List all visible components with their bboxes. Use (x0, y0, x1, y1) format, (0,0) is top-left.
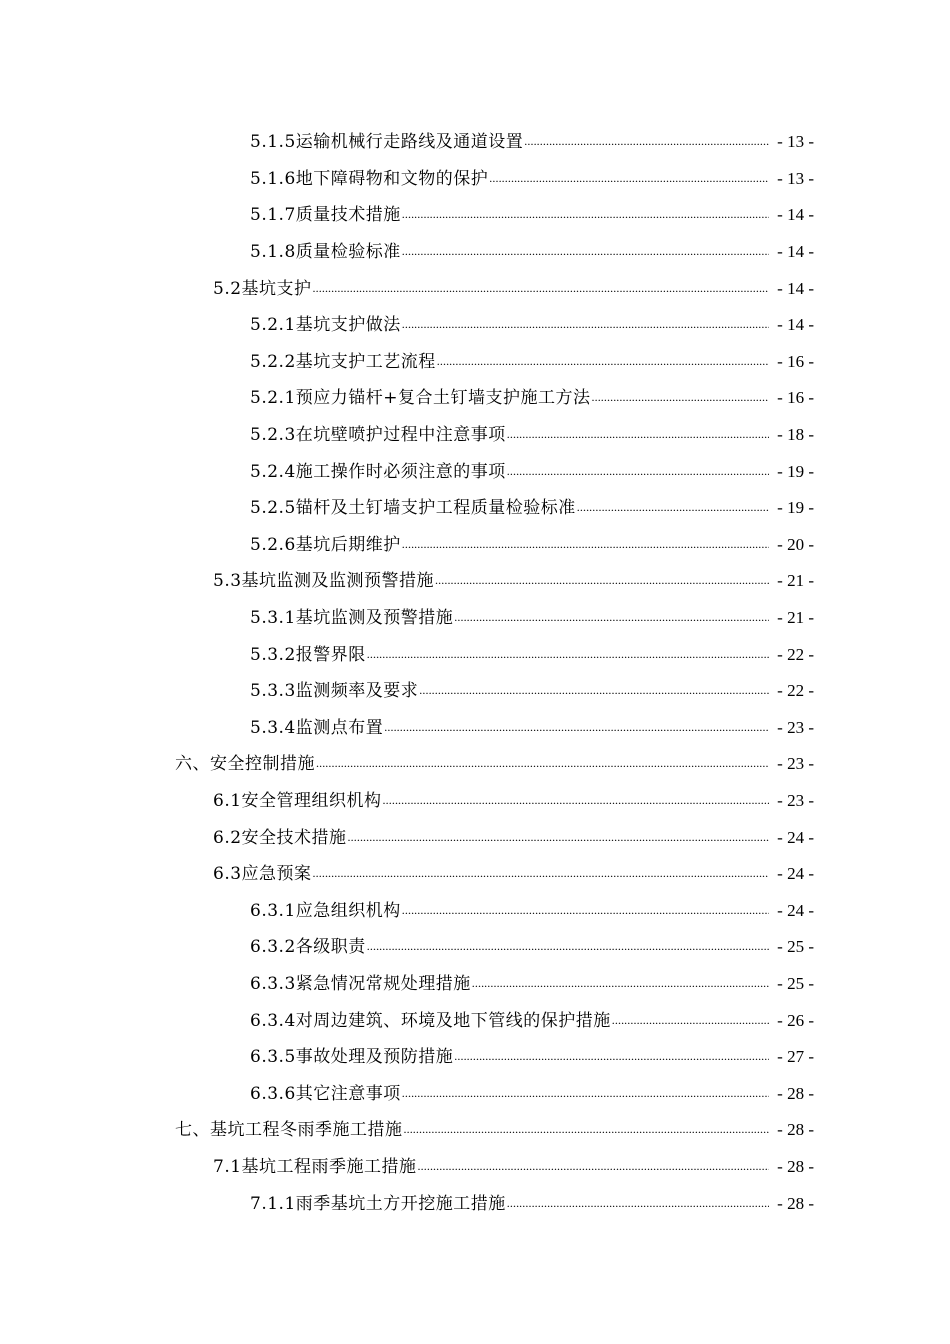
toc-page-number: - 22 - (777, 644, 814, 664)
toc-entry-title: 5.3基坑监测及监测预警措施 (213, 571, 435, 592)
toc-page-number: - 14 - (777, 242, 814, 262)
toc-entry[interactable] (0, 527, 950, 564)
toc-page-number: - 23 - (777, 717, 814, 737)
toc-dot-leader (489, 169, 769, 189)
toc-entry-title: 七、基坑工程冬雨季施工措施 (175, 1120, 403, 1141)
toc-entry-title: 6.3.4对周边建筑、环境及地下管线的保护措施 (250, 1010, 611, 1031)
toc-page-number: - 22 - (777, 681, 814, 701)
toc-page-number: - 27 - (777, 1047, 814, 1067)
toc-entry[interactable] (0, 856, 950, 893)
toc-dot-leader (507, 462, 769, 482)
toc-entry[interactable] (0, 600, 950, 637)
toc-entry-title: 5.2.2基坑支护工艺流程 (250, 351, 436, 372)
toc-entry[interactable] (0, 344, 950, 381)
toc-entry[interactable] (0, 270, 950, 307)
toc-dot-leader (592, 388, 770, 408)
toc-entry[interactable] (0, 161, 950, 198)
toc-entry-title: 7.1基坑工程雨季施工措施 (213, 1156, 417, 1177)
toc-entry-title: 5.2.1预应力锚杆+复合土钉墙支护施工方法 (250, 388, 591, 409)
toc-entry-title: 5.2.3在坑壁喷护过程中注意事项 (250, 425, 506, 446)
toc-dot-leader (402, 901, 769, 921)
toc-entry-title: 5.2基坑支护 (213, 278, 312, 299)
toc-dot-leader (612, 1011, 769, 1031)
toc-entry[interactable] (0, 892, 950, 929)
toc-page-number: - 20 - (777, 534, 814, 554)
toc-entry[interactable] (0, 490, 950, 527)
toc-dot-leader (313, 864, 769, 884)
toc-page-number: - 23 - (777, 754, 814, 774)
toc-entry-title: 5.2.4施工操作时必须注意的事项 (250, 461, 506, 482)
toc-page-number: - 16 - (777, 351, 814, 371)
toc-entry-title: 5.3.1基坑监测及预警措施 (250, 608, 454, 629)
toc-page-number: - 24 - (777, 900, 814, 920)
toc-entry-title: 7.1.1雨季基坑土方开挖施工措施 (250, 1193, 506, 1214)
toc-entry-title: 5.2.1基坑支护做法 (250, 315, 401, 336)
toc-dot-leader (316, 754, 769, 774)
toc-entry[interactable] (0, 966, 950, 1003)
toc-page-number: - 28 - (777, 1083, 814, 1103)
toc-dot-leader (402, 205, 769, 225)
toc-entry-title: 5.3.4监测点布置 (250, 717, 384, 738)
toc-entry[interactable] (0, 673, 950, 710)
toc-dot-leader (404, 1120, 770, 1140)
toc-entry[interactable] (0, 197, 950, 234)
toc-entry-title: 5.1.7质量技术措施 (250, 205, 401, 226)
toc-entry-title: 6.3.6其它注意事项 (250, 1083, 401, 1104)
toc-page-number: - 28 - (777, 1156, 814, 1176)
toc-dot-leader (402, 242, 769, 262)
toc-dot-leader (367, 645, 769, 665)
toc-entry[interactable] (0, 380, 950, 417)
toc-page-number: - 13 - (777, 132, 814, 152)
toc-entry-title: 5.1.5运输机械行走路线及通道设置 (250, 132, 524, 153)
toc-page-number: - 24 - (777, 864, 814, 884)
toc-page-number: - 13 - (777, 168, 814, 188)
toc-page-number: - 23 - (777, 790, 814, 810)
toc-page-number: - 28 - (777, 1193, 814, 1213)
toc-entry[interactable] (0, 417, 950, 454)
toc-entry-title: 5.1.6地下障碍物和文物的保护 (250, 168, 489, 189)
toc-entry[interactable] (0, 234, 950, 271)
toc-page-number: - 16 - (777, 388, 814, 408)
toc-dot-leader (472, 974, 769, 994)
toc-page-number: - 14 - (777, 278, 814, 298)
toc-page-number: - 25 - (777, 937, 814, 957)
toc-entry-title: 6.1安全管理组织机构 (213, 790, 382, 811)
toc-dot-leader (402, 315, 769, 335)
toc-page-number: - 25 - (777, 973, 814, 993)
toc-entry[interactable] (0, 1112, 950, 1149)
toc-dot-leader (437, 352, 769, 372)
toc-entry[interactable] (0, 1039, 950, 1076)
toc-page-number: - 26 - (777, 1010, 814, 1030)
toc-page-number: - 24 - (777, 827, 814, 847)
toc-dot-leader (435, 571, 769, 591)
toc-entry[interactable] (0, 1185, 950, 1222)
toc-entry[interactable] (0, 636, 950, 673)
toc-dot-leader (454, 608, 769, 628)
table-of-contents (0, 124, 950, 1222)
toc-entry[interactable] (0, 746, 950, 783)
toc-entry[interactable] (0, 563, 950, 600)
toc-dot-leader (383, 791, 769, 811)
toc-entry-title: 6.3.1应急组织机构 (250, 900, 401, 921)
toc-entry-title: 6.2安全技术措施 (213, 827, 347, 848)
toc-dot-leader (402, 1084, 769, 1104)
toc-entry[interactable] (0, 453, 950, 490)
toc-entry[interactable] (0, 124, 950, 161)
toc-entry-title: 6.3应急预案 (213, 864, 312, 885)
toc-dot-leader (454, 1047, 769, 1067)
toc-entry[interactable] (0, 819, 950, 856)
toc-dot-leader (418, 1157, 769, 1177)
toc-entry[interactable] (0, 307, 950, 344)
toc-dot-leader (507, 1194, 769, 1214)
toc-entry-title: 六、安全控制措施 (175, 754, 315, 775)
toc-dot-leader (402, 535, 769, 555)
toc-page-number: - 21 - (777, 608, 814, 628)
toc-entry-title: 5.3.2报警界限 (250, 644, 366, 665)
toc-entry[interactable] (0, 1149, 950, 1186)
toc-entry[interactable] (0, 1002, 950, 1039)
toc-page-number: - 14 - (777, 315, 814, 335)
toc-dot-leader (384, 718, 769, 738)
toc-dot-leader (367, 937, 769, 957)
toc-page-number: - 19 - (777, 498, 814, 518)
toc-dot-leader (524, 132, 769, 152)
toc-page-number: - 28 - (777, 1120, 814, 1140)
toc-entry[interactable] (0, 929, 950, 966)
toc-entry[interactable] (0, 1075, 950, 1112)
toc-dot-leader (577, 498, 769, 518)
toc-entry-title: 5.2.5锚杆及土钉墙支护工程质量检验标准 (250, 498, 576, 519)
toc-dot-leader (507, 425, 769, 445)
toc-entry-title: 5.2.6基坑后期维护 (250, 534, 401, 555)
toc-dot-leader (348, 828, 769, 848)
toc-entry-title: 5.1.8质量检验标准 (250, 242, 401, 263)
toc-entry-title: 6.3.5事故处理及预防措施 (250, 1047, 454, 1068)
toc-entry-title: 5.3.3监测频率及要求 (250, 681, 419, 702)
toc-dot-leader (313, 279, 769, 299)
toc-entry[interactable] (0, 783, 950, 820)
toc-page-number: - 18 - (777, 425, 814, 445)
toc-entry-title: 6.3.3紧急情况常规处理措施 (250, 973, 471, 994)
toc-page-number: - 14 - (777, 205, 814, 225)
toc-entry-title: 6.3.2各级职责 (250, 937, 366, 958)
toc-dot-leader (419, 681, 769, 701)
toc-entry[interactable] (0, 710, 950, 747)
toc-page-number: - 21 - (777, 571, 814, 591)
toc-page-number: - 19 - (777, 461, 814, 481)
